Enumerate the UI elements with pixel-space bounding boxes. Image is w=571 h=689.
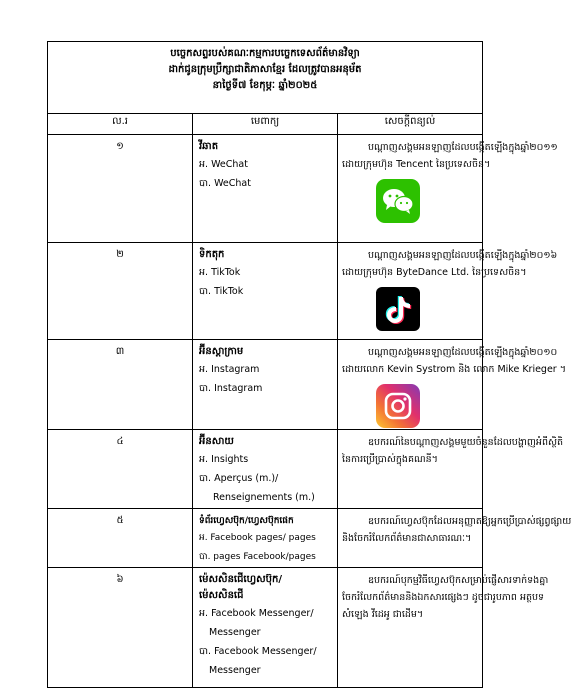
title-line-2: ដាក់ជូនក្រុមប្រឹក្សាជាតិភាសាខ្មែរ ដែលត្រូវបានអនុម័ត <box>168 64 362 75</box>
term-cell <box>193 340 338 430</box>
term-french: បា. TikTok <box>199 286 244 297</box>
instagram-icon <box>376 384 420 428</box>
term-cell <box>193 243 338 340</box>
explanation-line: ដោយក្រុមហ៊ុន ByteDance Ltd. នៃប្រទេសចិន។ <box>342 267 527 278</box>
title-line-1: បច្ចេកសព្ទរបស់គណៈកម្មការបច្ចេកទេសព័ត៌មានវិទ្យា <box>170 48 360 59</box>
explanation-cell <box>338 568 549 688</box>
term-french: បា. Instagram <box>199 383 263 394</box>
explanation-line: ឧបករណ៍ហ្វេសប៊ុកដែលអនុញ្ញាតឱ្យអ្នកប្រើប្រាស់ផ្សព្វផ្សាយ <box>368 516 571 527</box>
term-cell <box>193 430 338 509</box>
explanation-cell <box>338 340 566 430</box>
row-number: ៥ <box>48 509 193 568</box>
term-khmer: វីឆាត <box>199 141 219 152</box>
term-french: បា. Facebook Messenger/ <box>199 646 317 657</box>
term-french-cont: Messenger <box>209 665 261 676</box>
row-number: ២ <box>48 243 193 340</box>
term-french: បា. WeChat <box>199 178 251 189</box>
table-row <box>48 340 483 430</box>
header-explanation: សេចក្ដីពន្យល់ <box>338 114 483 135</box>
explanation-line: បណ្ដាញសង្គមអនឡាញដែលបង្កើតឡើងក្នុងឆ្នាំ២០១០ <box>368 347 558 358</box>
table-row <box>48 243 483 340</box>
explanation-line: បណ្ដាញសង្គមអនឡាញដែលបង្កើតឡើងក្នុងឆ្នាំ២០១៦ <box>368 250 558 261</box>
term-french-alt: Renseignements (m.) <box>213 492 315 503</box>
explanation-line: ដោយលោក Kevin Systrom និង លោក Mike Krieger ។ <box>342 364 566 375</box>
explanation-line: សំឡេង វីដេអូ ជាដើម។ <box>342 609 424 620</box>
term-khmer: ម៉េសសិនជើហ្វេសប៊ុក/ <box>199 574 282 585</box>
row-number: ៦ <box>48 568 193 688</box>
term-english: អ. TikTok <box>199 267 241 278</box>
term-cell <box>193 135 338 243</box>
term-english: អ. Facebook Messenger/ <box>199 608 314 619</box>
explanation-cell <box>338 243 558 340</box>
explanation-cell <box>338 509 571 568</box>
term-french: បា. Aperçus (m.)/ <box>199 473 279 484</box>
table-row <box>48 568 483 688</box>
term-khmer: ទំព័រហ្វេសប៊ុក/ហ្វេសប៊ុកផេក <box>199 516 294 526</box>
wechat-icon <box>376 179 420 223</box>
term-khmer: ទិកតុក <box>199 249 225 260</box>
explanation-line: និងចែករំលែកព័ត៌មានជាសាធារណៈ។ <box>342 533 472 544</box>
title-line-3: នាថ្ងៃទី៧ ខែកុម្ភៈ ឆ្នាំ២០២៥ <box>212 80 318 91</box>
row-number: ១ <box>48 135 193 243</box>
explanation-line: ដោយក្រុមហ៊ុន Tencent នៃប្រទេសចិន។ <box>342 159 491 170</box>
terminology-table <box>47 41 571 688</box>
table-row <box>48 509 483 568</box>
explanation-cell <box>338 430 564 509</box>
term-english: អ. Insights <box>199 454 249 465</box>
row-number: ៣ <box>48 340 193 430</box>
header-term: មេពាក្យ <box>193 114 338 135</box>
explanation-line: ចែករំលែកព័ត៌មាននិងឯកសារផ្សេងៗ ដូចជារូបភាព អត្ថបទ <box>342 592 545 603</box>
term-khmer: អ៊ីនសាយ <box>199 436 234 447</box>
term-khmer: អ៊ីនស្តាក្រាម <box>199 346 244 357</box>
term-khmer: ម៉េសសិនជើ <box>199 590 244 601</box>
term-english-cont: Messenger <box>209 627 261 638</box>
explanation-line: នៃការប្រើប្រាស់ក្នុងគណនី។ <box>342 454 438 465</box>
term-cell <box>193 509 338 568</box>
table-row <box>48 430 483 509</box>
explanation-cell <box>338 135 558 243</box>
explanation-line: ឧបករណ៍នៃបណ្ដាញសង្គមមួយចំនួនដែលបង្ហាញអំពីស្ថិតិ <box>368 437 564 448</box>
tiktok-icon <box>376 287 420 331</box>
term-french: បា. pages Facebook/pages <box>199 552 316 562</box>
explanation-line: ឧបករណ៍បុកម្មវិធីហ្វេសប៊ុកសម្រាប់ផ្ញើសារទាក់ទងគ្នា <box>368 575 549 586</box>
term-english: អ. WeChat <box>199 159 248 170</box>
table-row <box>48 135 483 243</box>
term-english: អ. Facebook pages/ pages <box>199 533 316 543</box>
explanation-line: បណ្ដាញសង្គមអនឡាញដែលបង្កើតឡើងក្នុងឆ្នាំ២០១១ <box>368 142 558 153</box>
term-cell <box>193 568 338 688</box>
term-english: អ. Instagram <box>199 364 260 375</box>
title-block <box>48 42 483 114</box>
row-number: ៤ <box>48 430 193 509</box>
header-no: ល.រ <box>48 114 193 135</box>
header-row <box>48 114 483 135</box>
